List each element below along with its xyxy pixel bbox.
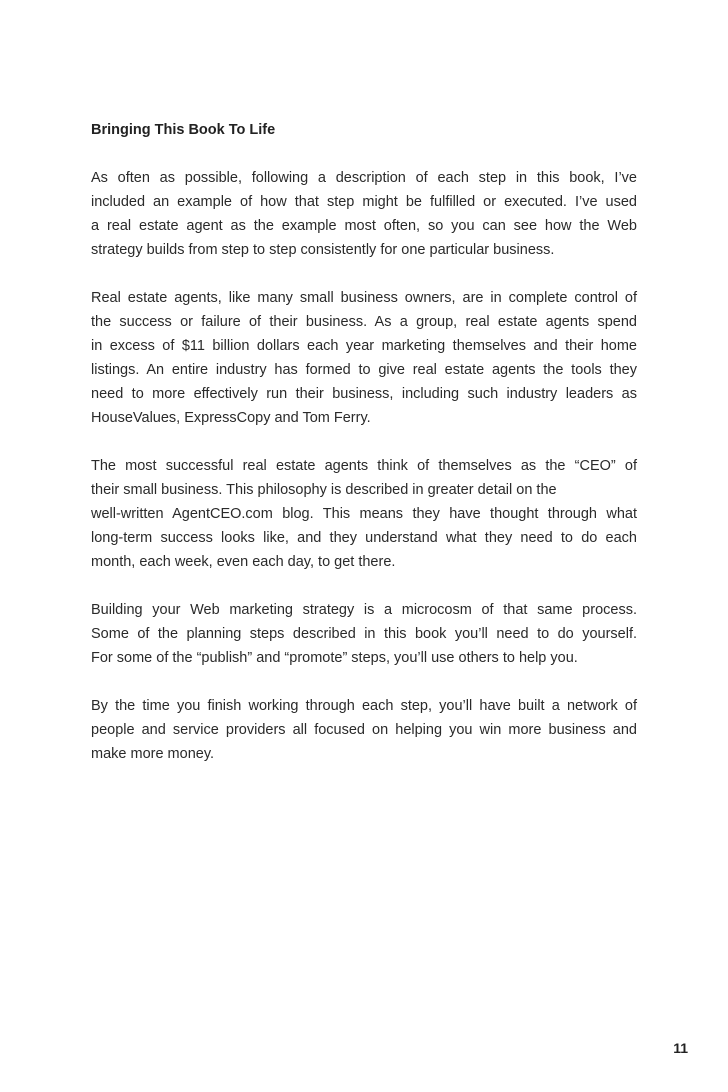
- text-line: The most successful real estate agents think of themselves as the “CEO” of: [91, 458, 637, 474]
- page-body: [91, 118, 637, 790]
- text-line: make more money.: [91, 746, 215, 762]
- text-line: For some of the “publish” and “promote” steps, you’ll use others to help you.: [91, 650, 578, 666]
- text-line: strategy builds from step to step consistently for one particular business.: [91, 242, 555, 258]
- text-line: need to more effectively run their business, including such industry leaders as: [91, 386, 637, 402]
- text-line: Building your Web marketing strategy is a microcosm of that same process.: [91, 602, 637, 618]
- text-line: month, each week, even each day, to get there.: [91, 554, 396, 570]
- paragraph-4: [91, 598, 637, 670]
- page-number: 11: [673, 1040, 688, 1056]
- paragraph-1: [91, 166, 637, 262]
- text-line: Some of the planning steps described in this book you’ll need to do yourself.: [91, 626, 637, 642]
- section-heading: Bringing This Book To Life: [91, 122, 276, 138]
- text-line: long-term success looks like, and they understand what they need to do each: [91, 530, 637, 546]
- text-line: in excess of $11 billion dollars each year marketing themselves and their home: [91, 338, 637, 354]
- paragraph-5: [91, 694, 637, 766]
- text-line: listings. An entire industry has formed to give real estate agents the tools they: [91, 362, 637, 378]
- text-line: the success or failure of their business. As a group, real estate agents spend: [91, 314, 637, 330]
- text-line: HouseValues, ExpressCopy and Tom Ferry.: [91, 410, 371, 426]
- text-line: people and service providers all focused on helping you win more business and: [91, 722, 637, 738]
- text-line: Real estate agents, like many small business owners, are in complete control of: [91, 290, 637, 306]
- paragraph-3: [91, 454, 637, 574]
- text-line: By the time you finish working through each step, you’ll have built a network of: [91, 698, 637, 714]
- text-line: As often as possible, following a description of each step in this book, I’ve: [91, 170, 637, 186]
- paragraph-2: [91, 286, 637, 430]
- text-line: well-written AgentCEO.com blog. This means they have thought through what: [91, 506, 637, 522]
- text-line: a real estate agent as the example most often, so you can see how the Web: [91, 218, 637, 234]
- text-line: included an example of how that step might be fulfilled or executed. I’ve used: [91, 194, 637, 210]
- text-line: their small business. This philosophy is described in greater detail on the: [91, 482, 557, 498]
